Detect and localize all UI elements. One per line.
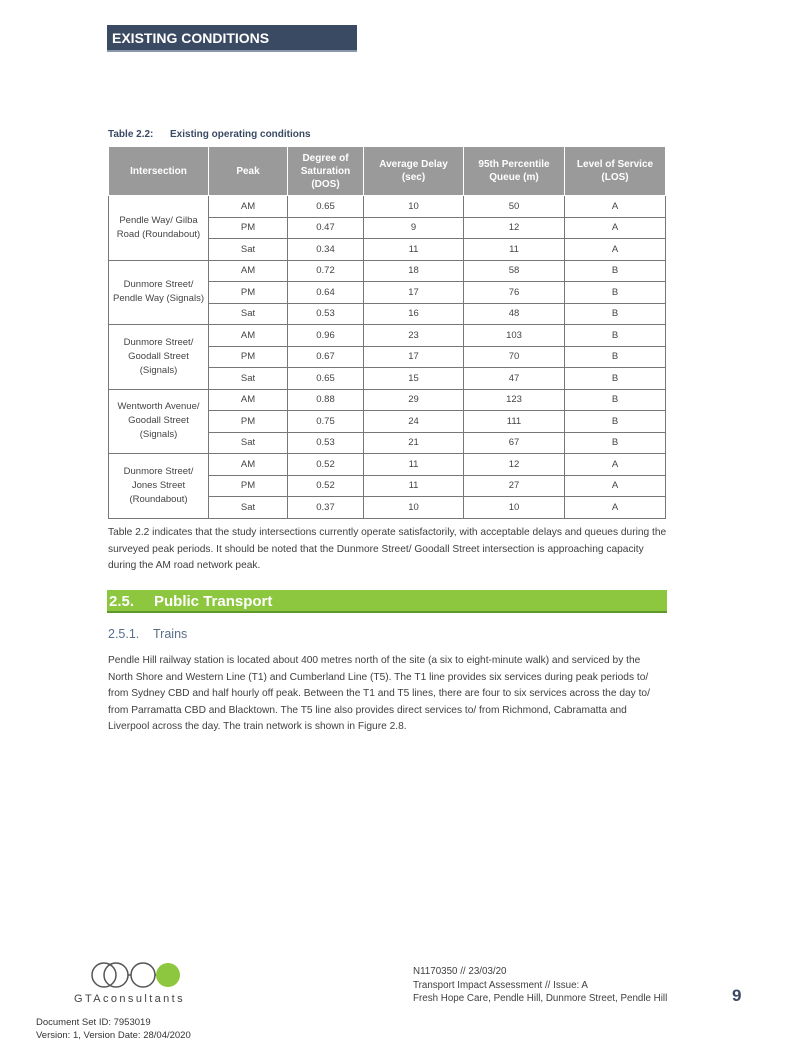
footer-project: Fresh Hope Care, Pendle Hill, Dunmore Street, Pendle Hill — [413, 993, 668, 1004]
delay-cell: 9 — [364, 217, 464, 239]
table-row — [109, 325, 666, 347]
queue-cell: 48 — [464, 303, 565, 325]
section-header: EXISTING CONDITIONS — [107, 25, 357, 52]
queue-cell: 58 — [464, 260, 565, 282]
table-caption-title: Existing operating conditions — [170, 129, 311, 140]
queue-cell: 70 — [464, 346, 565, 368]
peak-cell: Sat — [209, 368, 288, 390]
delay-cell: 11 — [364, 454, 464, 476]
paragraph-intersections: Table 2.2 indicates that the study intersections currently operate satisfactorily, with acceptable delays and queues during the surveyed peak periods. It should be noted that the Dunmore Street/ Goodall Street intersection is approaching capacity during the AM road network peak. — [108, 527, 667, 571]
delay-cell: 10 — [364, 196, 464, 218]
peak-cell: PM — [209, 475, 288, 497]
delay-cell: 18 — [364, 260, 464, 282]
los-cell: B — [565, 282, 666, 304]
dos-cell: 0.65 — [288, 196, 364, 218]
operating-conditions-table — [108, 146, 666, 519]
table-row — [109, 196, 666, 218]
los-cell: A — [565, 196, 666, 218]
los-cell: A — [565, 239, 666, 261]
los-cell: A — [565, 454, 666, 476]
los-cell: B — [565, 260, 666, 282]
peak-cell: PM — [209, 346, 288, 368]
table-body — [109, 196, 666, 519]
delay-cell: 11 — [364, 475, 464, 497]
intersection-cell: Dunmore Street/ Goodall Street (Signals) — [109, 325, 209, 390]
table-caption — [108, 129, 311, 140]
queue-cell: 12 — [464, 217, 565, 239]
los-cell: B — [565, 432, 666, 454]
intersection-cell: Dunmore Street/ Pendle Way (Signals) — [109, 260, 209, 325]
page-number: 9 — [732, 986, 742, 1005]
subsection-number: 2.5.1. — [108, 627, 140, 641]
queue-cell: 11 — [464, 239, 565, 261]
dos-cell: 0.96 — [288, 325, 364, 347]
column-header: 95th Percentile Queue (m) — [464, 147, 565, 196]
queue-cell: 76 — [464, 282, 565, 304]
table-row — [109, 454, 666, 476]
footer-report: Transport Impact Assessment // Issue: A — [413, 979, 588, 991]
los-cell: B — [565, 346, 666, 368]
dos-cell: 0.52 — [288, 475, 364, 497]
column-header: Peak — [209, 147, 288, 196]
section-title: Public Transport — [154, 593, 273, 610]
queue-cell: 111 — [464, 411, 565, 433]
column-header: Intersection — [109, 147, 209, 196]
delay-cell: 21 — [364, 432, 464, 454]
peak-cell: PM — [209, 217, 288, 239]
dos-cell: 0.72 — [288, 260, 364, 282]
peak-cell: AM — [209, 325, 288, 347]
dos-cell: 0.34 — [288, 239, 364, 261]
los-cell: A — [565, 475, 666, 497]
peak-cell: AM — [209, 196, 288, 218]
footer-reference: N1170350 // 23/03/20 — [413, 966, 507, 977]
paragraph-trains: Pendle Hill railway station is located about 400 metres north of the site (a six to eight-minute walk) and serviced by the North Shore and Western Line (T1) and Cumberland Line (T5). The T1 line provides six services during peak periods to/ from Sydney CBD and half hourly off peak. Between the T1 and T5 lines, there are four to six services across the day to/ from Parramatta CBD and Blacktown. The T5 line also provides direct services to/ from Richmond, Cabramatta and Liverpool across the day. The train network is shown in Figure 2.8. — [108, 655, 650, 732]
column-header: Degree of Saturation (DOS) — [288, 147, 364, 196]
delay-cell: 11 — [364, 239, 464, 261]
queue-cell: 123 — [464, 389, 565, 411]
los-cell: B — [565, 368, 666, 390]
logo-text: GTAconsultants — [74, 993, 186, 1005]
dos-cell: 0.88 — [288, 389, 364, 411]
queue-cell: 67 — [464, 432, 565, 454]
dos-cell: 0.65 — [288, 368, 364, 390]
intersection-cell: Wentworth Avenue/ Goodall Street (Signals) — [109, 389, 209, 454]
queue-cell: 50 — [464, 196, 565, 218]
delay-cell: 24 — [364, 411, 464, 433]
section-number: 2.5. — [109, 593, 135, 610]
queue-cell: 10 — [464, 497, 565, 519]
delay-cell: 15 — [364, 368, 464, 390]
queue-cell: 103 — [464, 325, 565, 347]
intersection-cell: Pendle Way/ Gilba Road (Roundabout) — [109, 196, 209, 261]
document-version: Version: 1, Version Date: 28/04/2020 — [36, 1030, 191, 1041]
queue-cell: 27 — [464, 475, 565, 497]
dos-cell: 0.67 — [288, 346, 364, 368]
peak-cell: PM — [209, 282, 288, 304]
dos-cell: 0.53 — [288, 432, 364, 454]
los-cell: A — [565, 497, 666, 519]
dos-cell: 0.52 — [288, 454, 364, 476]
subsection-heading — [108, 627, 187, 641]
table-row — [109, 260, 666, 282]
peak-cell: AM — [209, 260, 288, 282]
column-header: Level of Service (LOS) — [565, 147, 666, 196]
delay-cell: 10 — [364, 497, 464, 519]
section-heading — [107, 590, 667, 613]
peak-cell: AM — [209, 389, 288, 411]
los-cell: B — [565, 411, 666, 433]
delay-cell: 16 — [364, 303, 464, 325]
peak-cell: Sat — [209, 303, 288, 325]
table-caption-number: Table 2.2: — [108, 129, 154, 140]
footer-info — [413, 965, 667, 1006]
delay-cell: 17 — [364, 282, 464, 304]
dos-cell: 0.53 — [288, 303, 364, 325]
subsection-title: Trains — [153, 627, 188, 641]
peak-cell: Sat — [209, 239, 288, 261]
queue-cell: 12 — [464, 454, 565, 476]
peak-cell: Sat — [209, 497, 288, 519]
los-cell: B — [565, 389, 666, 411]
table-row — [109, 389, 666, 411]
peak-cell: AM — [209, 454, 288, 476]
document-set-info — [36, 1016, 191, 1042]
peak-cell: Sat — [209, 432, 288, 454]
peak-cell: PM — [209, 411, 288, 433]
los-cell: B — [565, 325, 666, 347]
los-cell: B — [565, 303, 666, 325]
dos-cell: 0.47 — [288, 217, 364, 239]
delay-cell: 29 — [364, 389, 464, 411]
table-header-row — [109, 147, 666, 196]
dos-cell: 0.37 — [288, 497, 364, 519]
column-header: Average Delay (sec) — [364, 147, 464, 196]
queue-cell: 47 — [464, 368, 565, 390]
document-set-id: Document Set ID: 7953019 — [36, 1017, 151, 1028]
los-cell: A — [565, 217, 666, 239]
delay-cell: 23 — [364, 325, 464, 347]
delay-cell: 17 — [364, 346, 464, 368]
dos-cell: 0.75 — [288, 411, 364, 433]
dos-cell: 0.64 — [288, 282, 364, 304]
intersection-cell: Dunmore Street/ Jones Street (Roundabout) — [109, 454, 209, 519]
